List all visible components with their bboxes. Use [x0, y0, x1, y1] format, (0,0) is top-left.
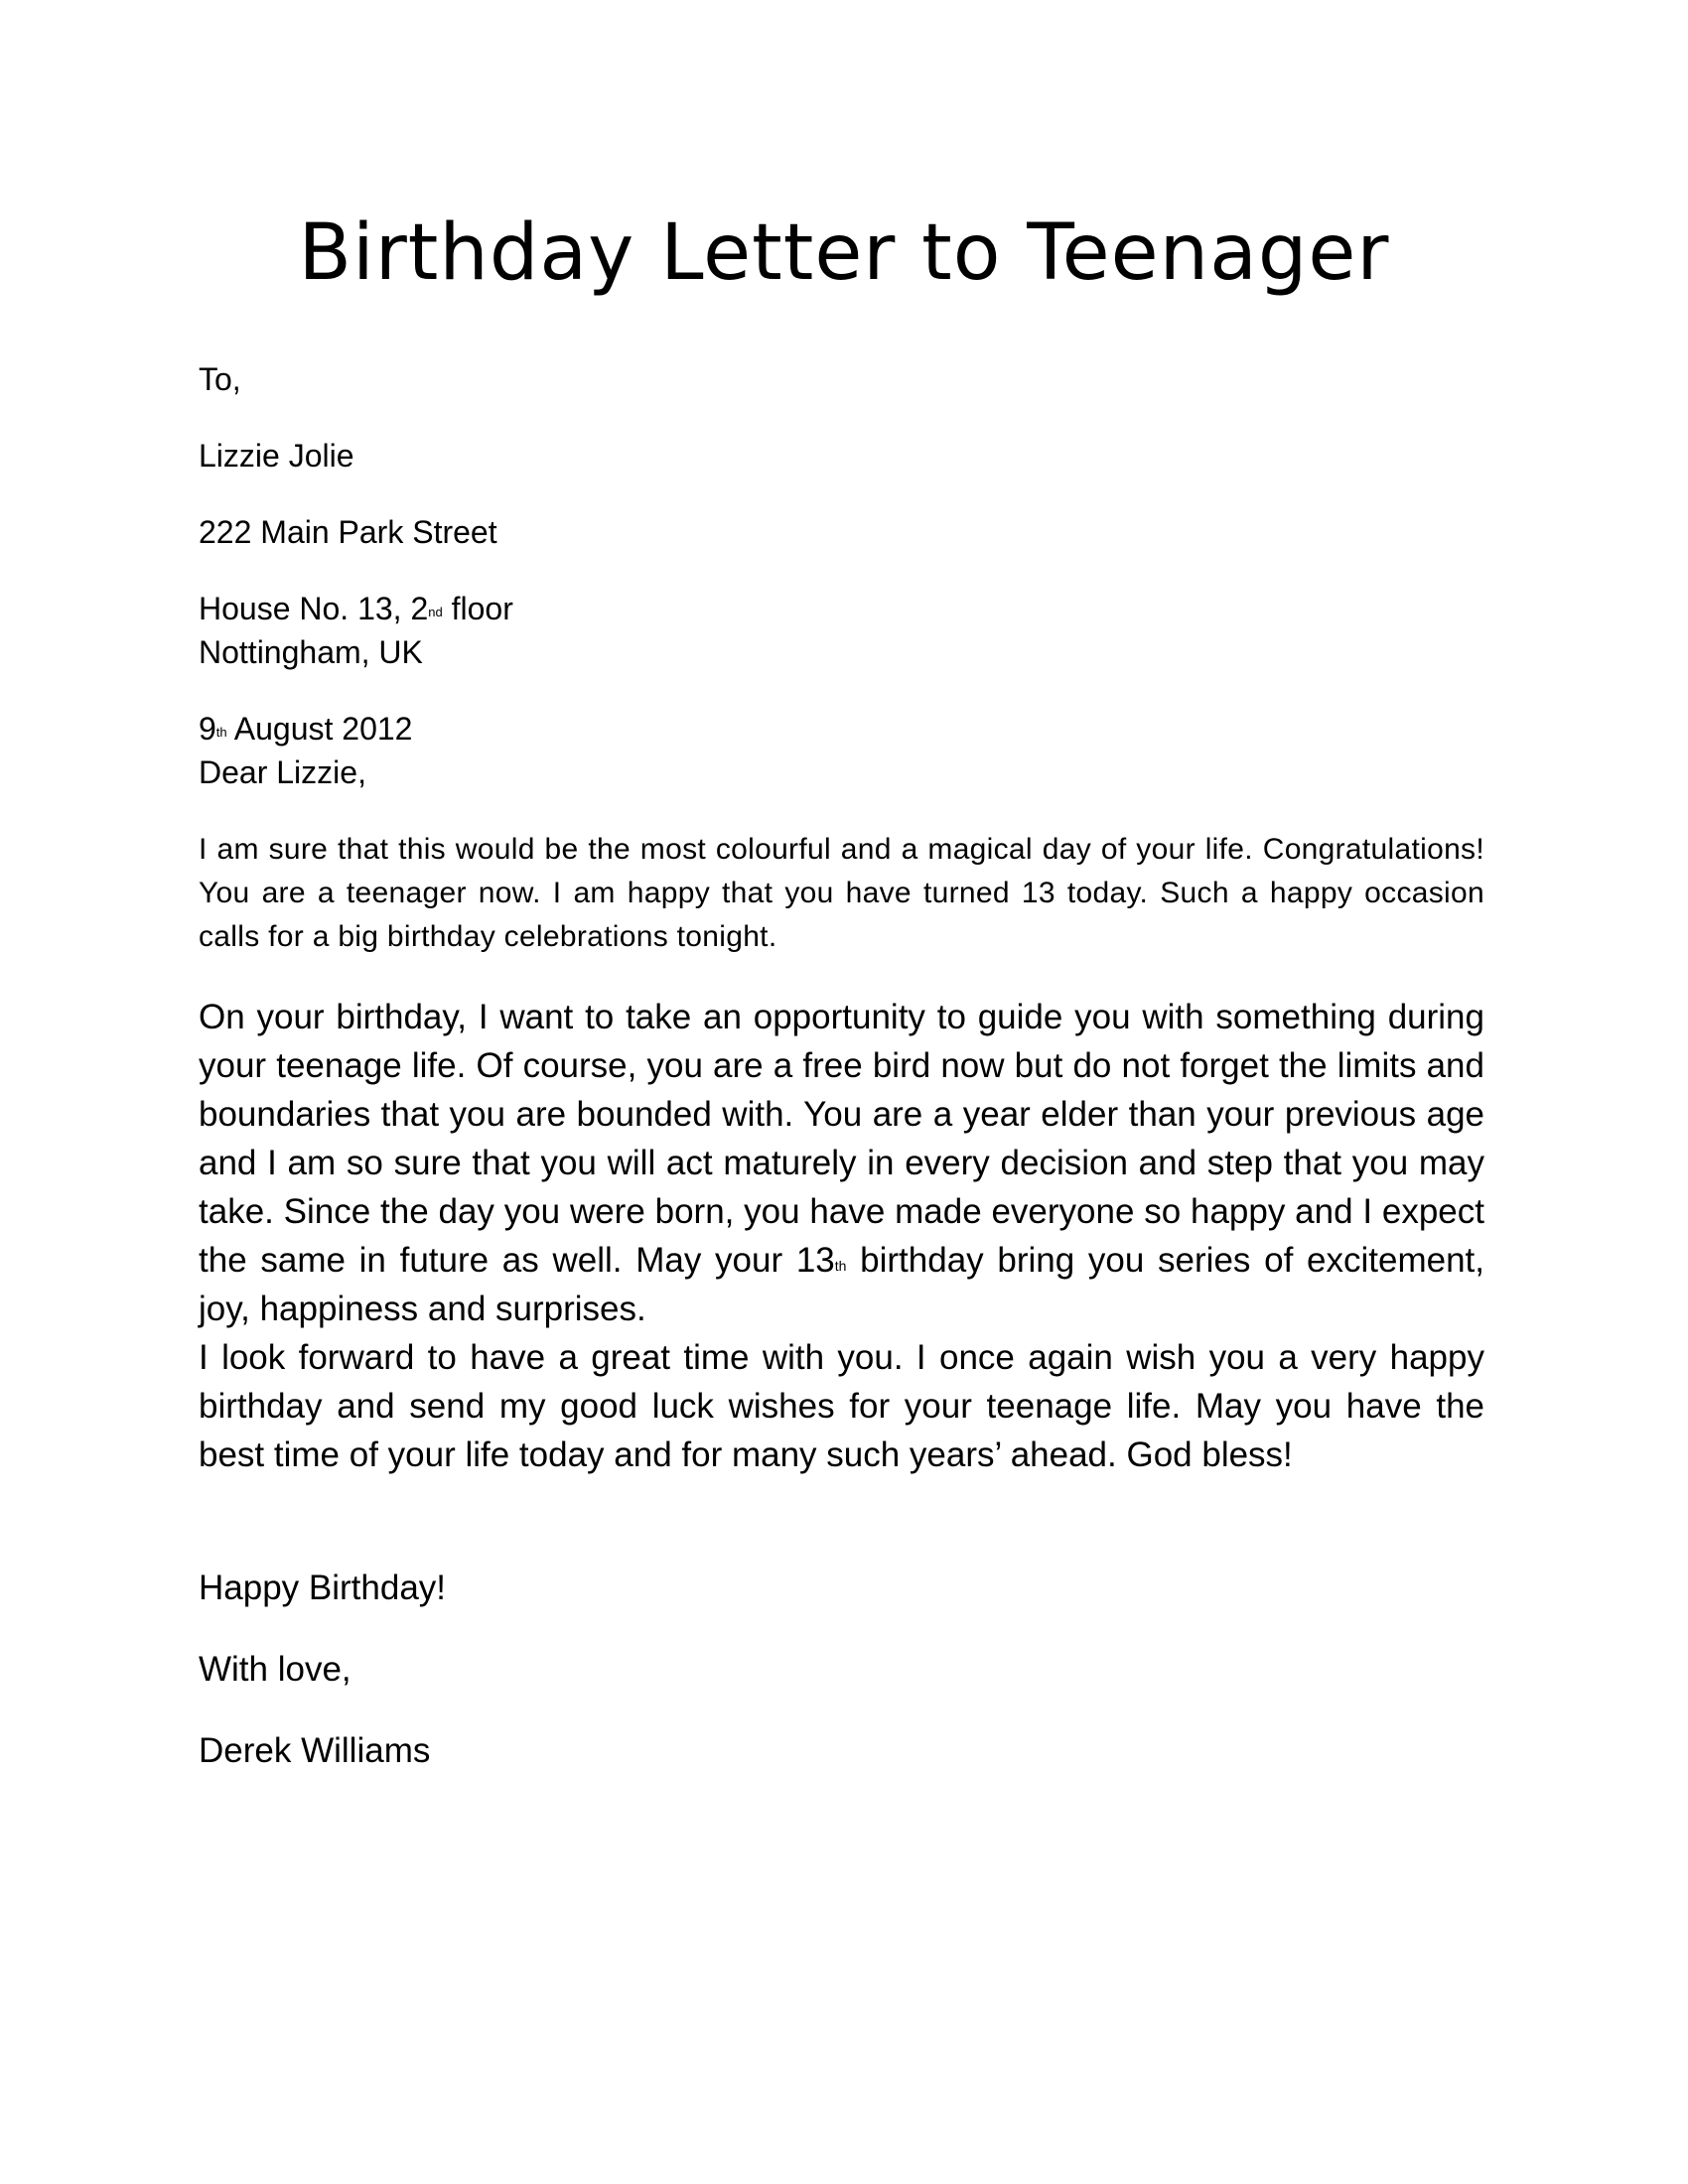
- paragraph-2-tail: birthday bring you series of excitement, joy, happiness and surprises.: [199, 1241, 1484, 1328]
- recipient-to: To,: [199, 361, 241, 397]
- paragraph-2-ordinal: th: [834, 1258, 847, 1274]
- recipient-name: Lizzie Jolie: [199, 438, 354, 474]
- paragraph-3: I look forward to have a great time with you. I once again wish you a very happy birthday and send my good luck wishes for your teenage life. May you have the best time of your life today and for many such years’ ahead. God bless!: [199, 1338, 1484, 1474]
- date-rest: August 2012: [226, 711, 413, 747]
- paragraph-2-text: On your birthday, I want to take an opportunity to guide you with something during your teenage life. Of course, you are a free bird now but do not forget the limits and boundaries that you are bounded with. You are a year elder than your previous age and I am so sure that you will act maturely in every decision and step that you may take. Since the day you were born, you have made everyone so happy and I expect the same in future as well. May your 13: [199, 998, 1484, 1280]
- recipient-house: [199, 587, 1489, 630]
- date-ordinal: th: [215, 725, 227, 740]
- closing-sign-off: With love,: [199, 1650, 352, 1689]
- paragraph-1: I am sure that this would be the most colourful and a magical day of your life. Congratulations! You are a teenager now. I am happy that you have turned 13 today. Such a happy occasion calls for a big birthday celebrations tonight.: [199, 833, 1484, 953]
- signature: Derek Williams: [199, 1731, 431, 1770]
- house-suffix: floor: [442, 591, 513, 626]
- recipient-street: 222 Main Park Street: [199, 514, 497, 550]
- greeting: Dear Lizzie,: [199, 754, 366, 790]
- paragraph-2: [199, 993, 1484, 1333]
- house-ordinal: nd: [428, 605, 443, 619]
- recipient-city: Nottingham, UK: [199, 634, 423, 670]
- date-day: 9: [199, 711, 216, 747]
- house-prefix: House No. 13, 2: [199, 591, 429, 626]
- closing-wish: Happy Birthday!: [199, 1569, 447, 1607]
- letter-title: Birthday Letter to Teenager: [298, 208, 1390, 298]
- letter-date: [199, 707, 1489, 751]
